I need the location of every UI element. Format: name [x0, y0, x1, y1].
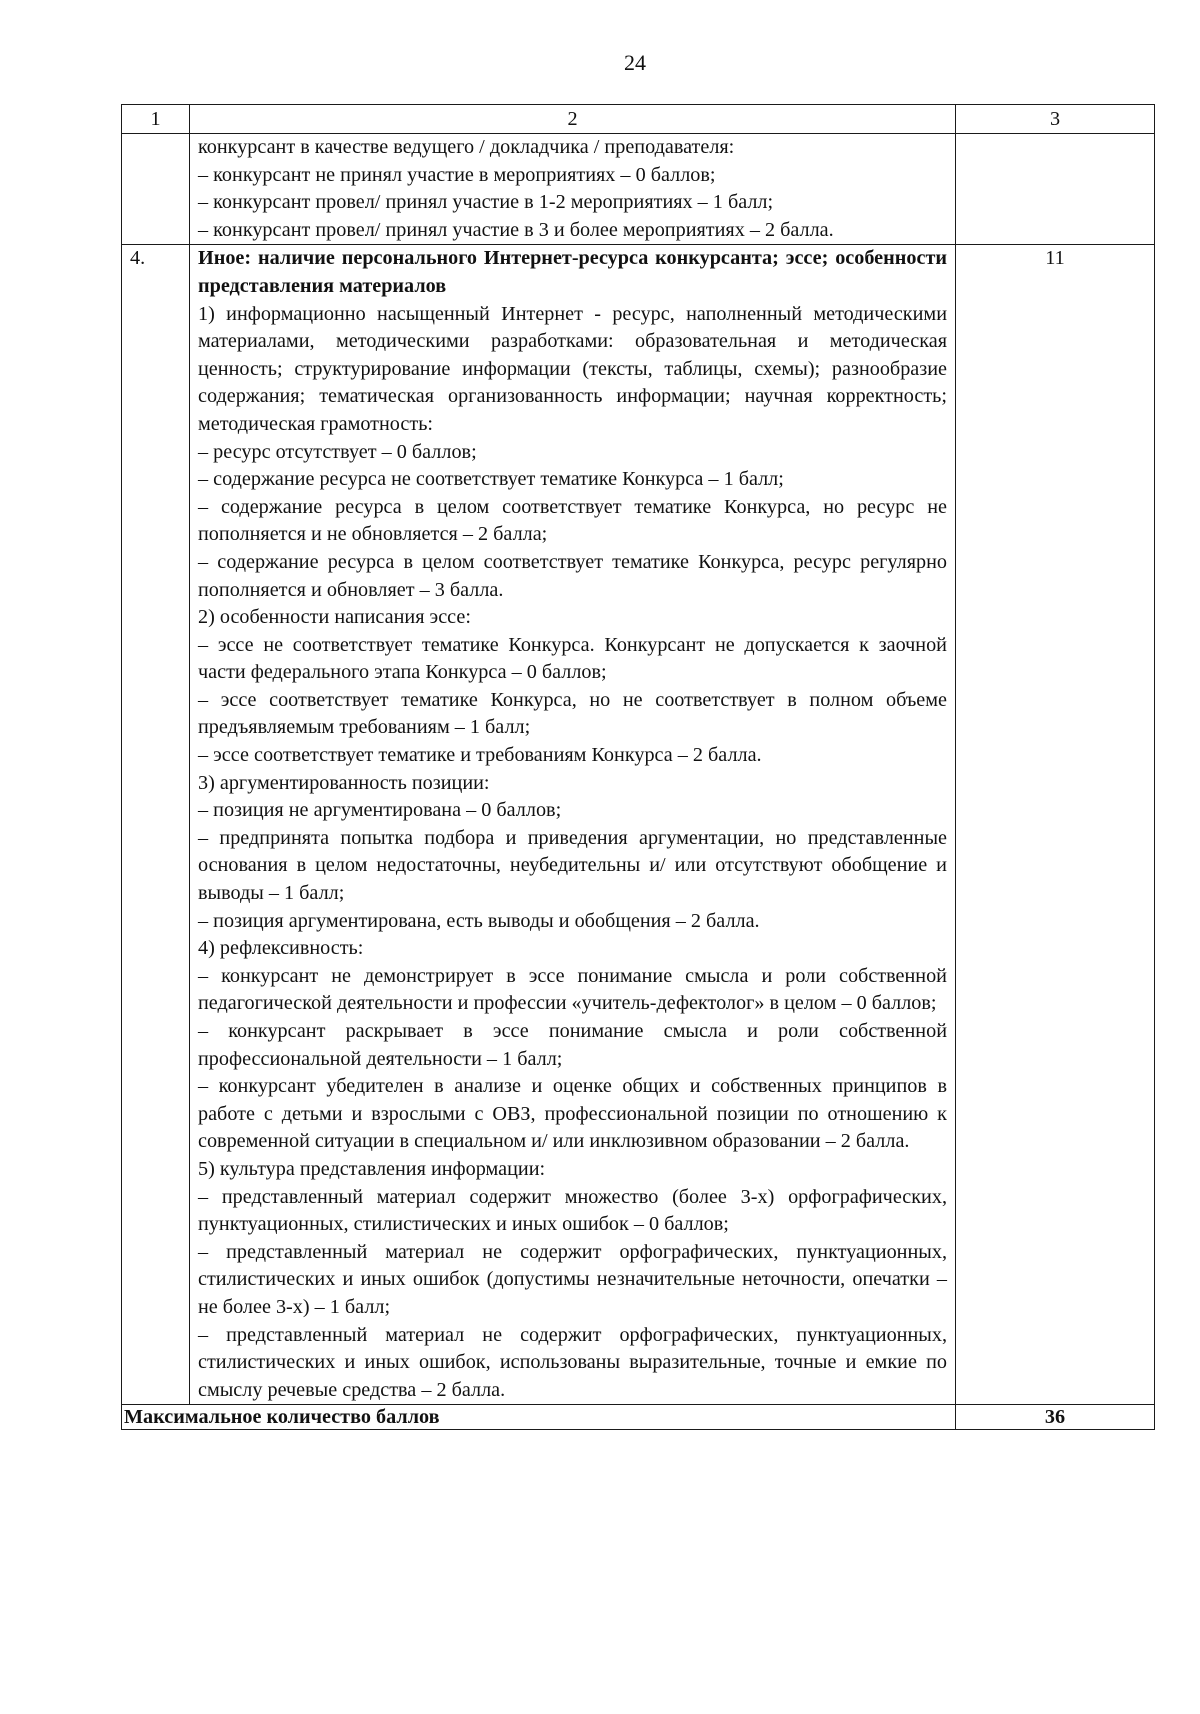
criteria-line: – конкурсант провел/ принял участие в 3 и более мероприятиях – 2 балла.	[198, 218, 834, 241]
header-cell-3: 3	[956, 105, 1155, 134]
criterion-paragraph: – эссе соответствует тематике и требованиям Конкурса – 2 балла.	[198, 744, 762, 767]
criteria-line: конкурсант в качестве ведущего / докладчика / преподавателя:	[198, 136, 735, 158]
criterion-number: 4.	[122, 245, 190, 1405]
continuation-points-cell	[956, 134, 1155, 245]
criterion-paragraph: – конкурсант убедителен в анализе и оценке общих и собственных принципов в работе с детьми и взрослыми с ОВЗ, профессиональной позиции по отношению к современной ситуации в специальном и/ или инклюзивном образовании – 2 балла.	[198, 1075, 947, 1153]
continuation-row	[122, 134, 1155, 245]
criterion-paragraph: – содержание ресурса не соответствует тематике Конкурса – 1 балл;	[198, 468, 784, 491]
criterion-paragraph: – предпринята попытка подбора и приведения аргументации, но представленные основания в целом недостаточны, неубедительны и/ или отсутствуют обобщение и выводы – 1 балл;	[198, 826, 947, 905]
criterion-paragraph: – представленный материал не содержит орфографических, пунктуационных, стилистических и иных ошибок (допустимы незначительные неточности, опечатки – не более 3-х) – 1 балл;	[198, 1240, 947, 1318]
criterion-paragraph: – ресурс отсутствует – 0 баллов;	[198, 440, 477, 463]
criterion-paragraph: 1) информационно насыщенный Интернет - ресурс, наполненный методическими материалами, методическими разработками: образовательная и методическая ценность; структурирование информации (тексты, таблицы, схемы); разнообразие содержания; тематическая организованность информации; научная корректность; методическая грамотность:	[198, 302, 947, 435]
table-header-row	[122, 105, 1155, 134]
page-number: 24	[624, 50, 646, 75]
criterion-row-4	[122, 245, 1155, 1405]
criterion-title: Иное: наличие персонального Интернет-ресурса конкурсанта; эссе; особенности представления материалов	[198, 247, 947, 297]
total-row	[122, 1405, 1155, 1430]
criterion-points: 11	[956, 245, 1155, 1405]
criteria-table	[121, 104, 1155, 1430]
criterion-paragraph: – конкурсант раскрывает в эссе понимание смысла и роли собственной профессиональной деятельности – 1 балл;	[198, 1020, 947, 1070]
criteria-line: – конкурсант провел/ принял участие в 1-2 мероприятиях – 1 балл;	[198, 191, 774, 214]
criterion-paragraph: – представленный материал не содержит орфографических, пунктуационных, стилистических и иных ошибок, использованы выразительные, точные и емкие по смыслу речевые средства – 2 балла.	[198, 1323, 947, 1401]
criterion-paragraph: – эссе соответствует тематике Конкурса, но не соответствует в полном объеме предъявляемым требованиям – 1 балл;	[198, 688, 947, 739]
criterion-paragraph: 5) культура представления информации:	[198, 1157, 546, 1180]
criterion-paragraph: – эссе не соответствует тематике Конкурса. Конкурсант не допускается к заочной части федерального этапа Конкурса – 0 баллов;	[198, 633, 947, 684]
criterion-paragraph: – конкурсант не демонстрирует в эссе понимание смысла и роли собственной педагогической деятельности и профессии «учитель-дефектолог» в целом – 0 баллов;	[198, 964, 947, 1015]
criterion-paragraph: – содержание ресурса в целом соответствует тематике Конкурса, но ресурс не пополняется и не обновляется – 2 балла;	[198, 495, 947, 546]
total-label: Максимальное количество баллов	[122, 1405, 956, 1430]
criterion-paragraph: 3) аргументированность позиции:	[198, 771, 490, 794]
total-value: 36	[956, 1405, 1155, 1430]
header-cell-1: 1	[122, 105, 190, 134]
criteria-line: – конкурсант не принял участие в мероприятиях – 0 баллов;	[198, 163, 716, 186]
criterion-paragraph: 2) особенности написания эссе:	[198, 606, 471, 629]
continuation-criteria-cell	[190, 134, 956, 245]
criterion-paragraph: – позиция аргументирована, есть выводы и обобщения – 2 балла.	[198, 909, 760, 932]
criterion-paragraph: 4) рефлексивность:	[198, 937, 364, 960]
continuation-number-cell	[122, 134, 190, 245]
criterion-paragraph: – позиция не аргументирована – 0 баллов;	[198, 799, 562, 822]
criterion-paragraph: – содержание ресурса в целом соответствует тематике Конкурса, ресурс регулярно пополняется и обновляет – 3 балла.	[198, 550, 947, 601]
criterion-paragraph: – представленный материал содержит множество (более 3-х) орфографических, пунктуационных, стилистических и иных ошибок – 0 баллов;	[198, 1185, 947, 1236]
criterion-description-cell	[190, 245, 956, 1405]
header-cell-2: 2	[190, 105, 956, 134]
